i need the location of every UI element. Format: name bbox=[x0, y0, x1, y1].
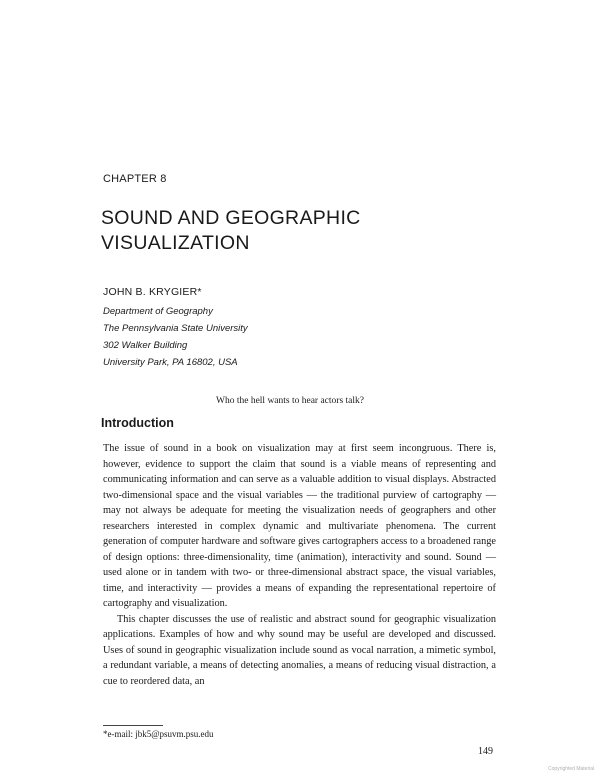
epigraph: Who the hell wants to hear actors talk? bbox=[216, 396, 364, 406]
affiliation-city: University Park, PA 16802, USA bbox=[103, 357, 238, 368]
body-text bbox=[103, 441, 496, 689]
chapter-label: CHAPTER 8 bbox=[103, 173, 167, 185]
chapter-title bbox=[101, 206, 361, 256]
author-name: JOHN B. KRYGIER* bbox=[103, 286, 202, 298]
footnote: *e-mail: jbk5@psuvm.psu.edu bbox=[103, 729, 214, 739]
page-number: 149 bbox=[478, 746, 493, 757]
paragraph-1: The issue of sound in a book on visualization may at first seem incongruous. There is, however, evidence to support the claim that sound is a viable means of representing and communicating information and can serve as a valuable addition to visual displays. Abstracted two-dimensional space and the visual variables — the traditional purview of cartography — may not always be adequate for meeting the visualization needs of geographers and other researchers interested in complex dynamic and multivariate phenomena. The current generation of computer hardware and software gives cartographers access to a broadened range of design options: three-dimensionality, time (animation), interactivity and sound. Sound — used alone or in tandem with two- or three-dimensional abstract space, the visual variables, time, and interactivity — provides a means of expanding the representational repertoire of cartography and visualization. bbox=[103, 443, 496, 609]
affiliation-department: Department of Geography bbox=[103, 306, 213, 317]
watermark: Copyrighted Material bbox=[548, 766, 595, 772]
affiliation-university: The Pennsylvania State University bbox=[103, 323, 248, 334]
footnote-divider bbox=[103, 725, 163, 726]
chapter-title-line-2: VISUALIZATION bbox=[101, 232, 250, 254]
section-heading: Introduction bbox=[101, 416, 174, 430]
paragraph-2: This chapter discusses the use of realistic and abstract sound for geographic visualization applications. Examples of how and why sound may be useful are developed and discussed. Uses of sound in geographic visualization include sound as vocal narration, a mimetic symbol, a redundant variable, a means of detecting anomalies, a means of reducing visual distraction, a cue to reordered data, an bbox=[103, 613, 496, 687]
chapter-title-line-1: SOUND AND GEOGRAPHIC bbox=[101, 207, 361, 229]
author-affiliation bbox=[103, 303, 248, 371]
affiliation-building: 302 Walker Building bbox=[103, 340, 188, 351]
